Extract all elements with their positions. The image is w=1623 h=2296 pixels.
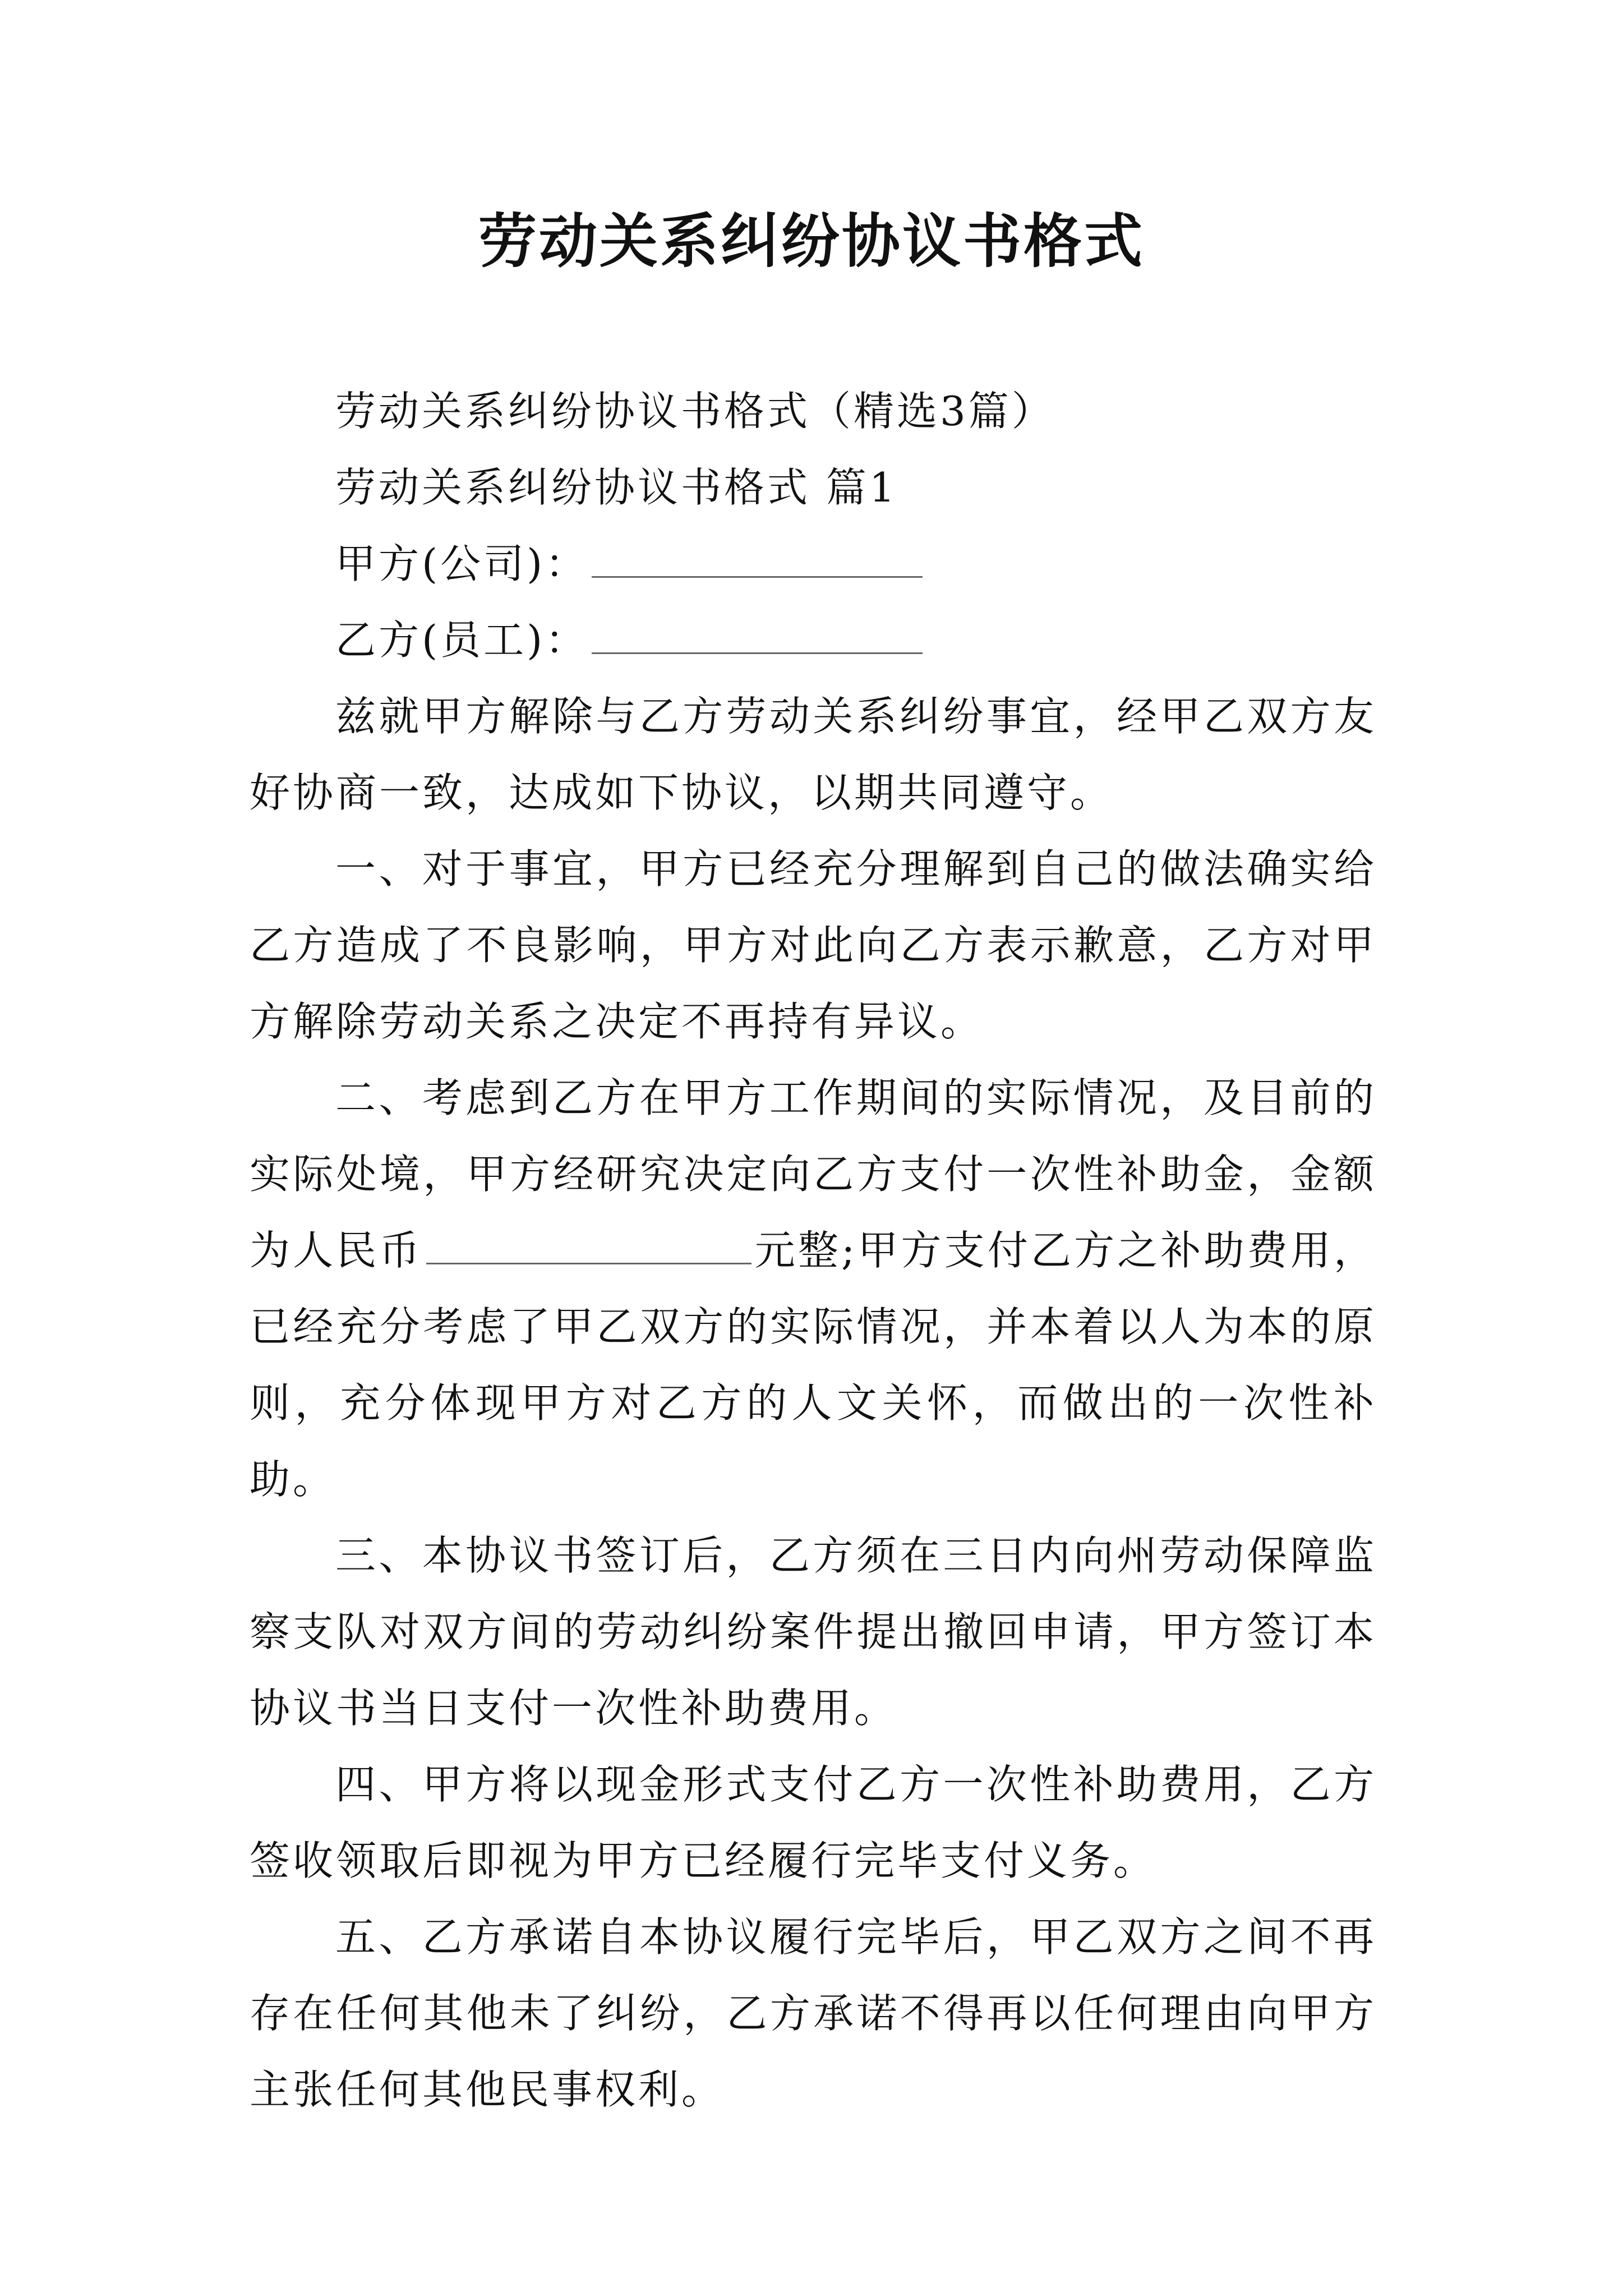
document-title: 劳动关系纠纷协议书格式 [478,206,1145,275]
section-heading: 劳动关系纠纷协议书格式 篇1 [335,464,898,511]
party-a-blank [592,531,923,578]
intro-paragraph: 兹就甲方解除与乙方劳动关系纠纷事宜，经甲乙双方友好协商一致，达成如下协议，以期共同遵守。 [250,693,1377,816]
party-a-label: 甲方(公司)： [335,540,589,587]
party-a-line [250,526,1377,602]
clause-5: 五、乙方承诺自本协议履行完毕后，甲乙双方之间不再存在任何其他未了纠纷，乙方承诺不得再以任何理由向甲方主张任何其他民事权利。 [250,1913,1377,2113]
clause-1: 一、对于事宜，甲方已经充分理解到自己的做法确实给乙方造成了不良影响，甲方对此向乙方表示歉意，乙方对甲方解除劳动关系之决定不再持有异议。 [250,845,1377,1045]
party-b-line [250,602,1377,678]
clause-3: 三、本协议书签订后，乙方须在三日内向州劳动保障监察支队对双方间的劳动纠纷案件提出撤回申请，甲方签订本协议书当日支付一次性补助费用。 [250,1532,1377,1732]
clause-2-text-before: 二、考虑到乙方在甲方工作期间的实际情况，及目前的实际处境，甲方经研究决定向乙方支付一次性补助金，金额为人民币 [250,1074,1377,1274]
clause-4: 四、甲方将以现金形式支付乙方一次性补助费用，乙方签收领取后即视为甲方已经履行完毕支付义务。 [250,1761,1377,1884]
amount-blank [426,1218,751,1264]
document-subtitle: 劳动关系纠纷协议书格式（精选3篇） [335,388,1055,435]
party-b-blank [592,608,923,654]
clause-2-text-after: 元整;甲方支付乙方之补助费用，已经充分考虑了甲乙双方的实际情况，并本着以人为本的原则，充分体现甲方对乙方的人文关怀，而做出的一次性补助。 [250,1227,1377,1503]
party-b-label: 乙方(员工)： [335,616,589,664]
clause-2 [250,1060,1377,1517]
document-body [250,373,1377,2128]
